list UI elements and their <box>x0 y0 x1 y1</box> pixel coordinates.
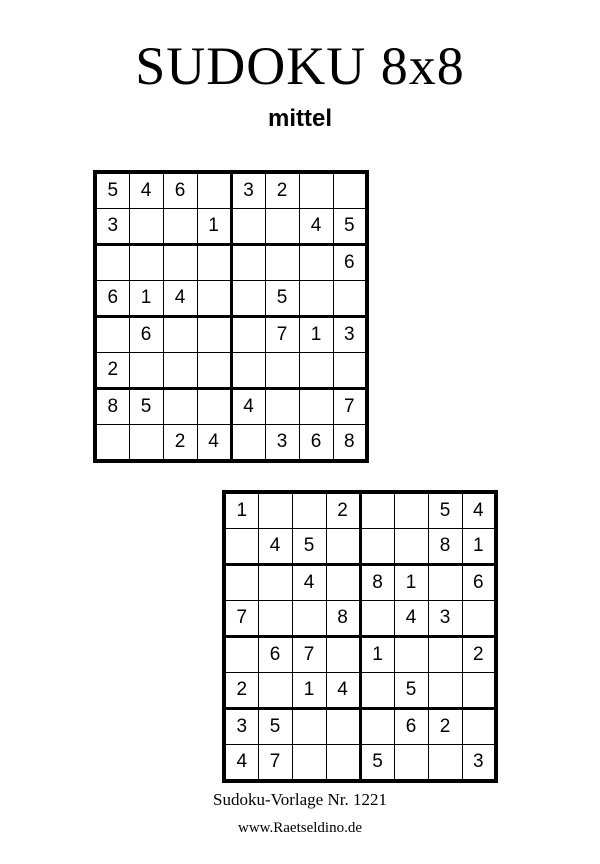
sudoku-grid-top[interactable] <box>93 170 369 463</box>
sudoku-cell-given[interactable]: 3 <box>333 317 367 353</box>
sudoku-cell-given[interactable]: 6 <box>299 425 333 462</box>
sudoku-cell-given[interactable]: 8 <box>333 425 367 462</box>
sudoku-row <box>95 209 367 245</box>
sudoku-cell-empty[interactable] <box>265 245 299 281</box>
sudoku-cell-empty[interactable] <box>292 492 326 529</box>
sudoku-cell-empty[interactable] <box>326 709 360 745</box>
sudoku-row <box>95 317 367 353</box>
sudoku-cell-empty[interactable] <box>197 389 231 425</box>
sudoku-cell-empty[interactable] <box>360 601 394 637</box>
sudoku-cell-given[interactable]: 2 <box>428 709 462 745</box>
sudoku-cell-given[interactable]: 1 <box>299 317 333 353</box>
sudoku-cell-empty[interactable] <box>231 353 265 389</box>
sudoku-cell-empty[interactable] <box>428 565 462 601</box>
sudoku-row <box>224 601 496 637</box>
sudoku-cell-given[interactable]: 3 <box>428 601 462 637</box>
sudoku-cell-given[interactable]: 7 <box>333 389 367 425</box>
sudoku-cell-empty[interactable] <box>163 317 197 353</box>
sudoku-cell-empty[interactable] <box>129 245 163 281</box>
sudoku-cell-given[interactable]: 1 <box>129 281 163 317</box>
sudoku-cell-given[interactable]: 5 <box>95 172 129 209</box>
sudoku-row <box>224 565 496 601</box>
sudoku-cell-given[interactable]: 8 <box>360 565 394 601</box>
sudoku-cell-given[interactable]: 4 <box>197 425 231 462</box>
sudoku-cell-empty[interactable] <box>129 353 163 389</box>
sudoku-cell-given[interactable]: 1 <box>292 673 326 709</box>
sudoku-row <box>95 353 367 389</box>
sudoku-cell-given[interactable]: 7 <box>265 317 299 353</box>
sudoku-row <box>224 709 496 745</box>
sudoku-cell-empty[interactable] <box>197 172 231 209</box>
sudoku-cell-given[interactable]: 3 <box>224 709 258 745</box>
sudoku-cell-empty[interactable] <box>333 281 367 317</box>
sudoku-cell-empty[interactable] <box>197 281 231 317</box>
sudoku-cell-empty[interactable] <box>95 425 129 462</box>
sudoku-cell-given[interactable]: 5 <box>258 709 292 745</box>
sudoku-cell-empty[interactable] <box>129 209 163 245</box>
sudoku-grid-bottom[interactable] <box>222 490 498 783</box>
sudoku-cell-empty[interactable] <box>224 565 258 601</box>
sudoku-cell-empty[interactable] <box>360 709 394 745</box>
sudoku-cell-empty[interactable] <box>394 529 428 565</box>
sudoku-cell-given[interactable]: 6 <box>163 172 197 209</box>
sudoku-row <box>95 172 367 209</box>
sudoku-cell-given[interactable]: 5 <box>129 389 163 425</box>
sudoku-cell-empty[interactable] <box>299 172 333 209</box>
sudoku-cell-empty[interactable] <box>197 317 231 353</box>
sudoku-cell-given[interactable]: 4 <box>224 745 258 782</box>
footer-website: www.Raetseldino.de <box>238 820 362 836</box>
sudoku-cell-empty[interactable] <box>265 209 299 245</box>
sudoku-cell-given[interactable]: 3 <box>95 209 129 245</box>
sudoku-cell-given[interactable]: 4 <box>394 601 428 637</box>
difficulty-label: mittel <box>267 104 332 132</box>
sudoku-cell-given[interactable]: 4 <box>326 673 360 709</box>
sudoku-cell-given[interactable]: 7 <box>292 637 326 673</box>
sudoku-cell-empty[interactable] <box>326 637 360 673</box>
sudoku-cell-given[interactable]: 4 <box>299 209 333 245</box>
sudoku-cell-empty[interactable] <box>326 565 360 601</box>
sudoku-grid-top-container <box>93 170 369 463</box>
sudoku-cell-given[interactable]: 4 <box>258 529 292 565</box>
sudoku-row <box>224 637 496 673</box>
sudoku-cell-empty[interactable] <box>231 209 265 245</box>
sudoku-cell-empty[interactable] <box>394 637 428 673</box>
sudoku-cell-given[interactable]: 6 <box>95 281 129 317</box>
sudoku-cell-given[interactable]: 3 <box>265 425 299 462</box>
sudoku-row <box>224 529 496 565</box>
sudoku-cell-empty[interactable] <box>258 565 292 601</box>
sudoku-cell-empty[interactable] <box>428 637 462 673</box>
sudoku-row <box>95 281 367 317</box>
sudoku-cell-empty[interactable] <box>95 317 129 353</box>
sudoku-cell-empty[interactable] <box>394 492 428 529</box>
sudoku-cell-given[interactable]: 4 <box>231 389 265 425</box>
sudoku-cell-given[interactable]: 5 <box>360 745 394 782</box>
sudoku-row <box>224 492 496 529</box>
sudoku-cell-empty[interactable] <box>95 245 129 281</box>
sudoku-cell-empty[interactable] <box>299 245 333 281</box>
sudoku-cell-empty[interactable] <box>428 745 462 782</box>
sudoku-cell-empty[interactable] <box>224 529 258 565</box>
sudoku-cell-empty[interactable] <box>129 425 163 462</box>
sudoku-cell-empty[interactable] <box>299 389 333 425</box>
sudoku-cell-given[interactable]: 2 <box>326 492 360 529</box>
sudoku-cell-given[interactable]: 5 <box>428 492 462 529</box>
sudoku-cell-given[interactable]: 7 <box>224 601 258 637</box>
sudoku-cell-empty[interactable] <box>462 709 496 745</box>
sudoku-cell-given[interactable]: 2 <box>462 637 496 673</box>
sudoku-row <box>224 673 496 709</box>
sudoku-cell-empty[interactable] <box>360 492 394 529</box>
sudoku-cell-empty[interactable] <box>231 317 265 353</box>
sudoku-cell-given[interactable]: 6 <box>462 565 496 601</box>
sudoku-cell-empty[interactable] <box>197 245 231 281</box>
sudoku-row <box>224 745 496 782</box>
sudoku-cell-given[interactable]: 2 <box>95 353 129 389</box>
sudoku-row <box>95 389 367 425</box>
sudoku-cell-empty[interactable] <box>265 389 299 425</box>
sudoku-cell-given[interactable]: 4 <box>292 565 326 601</box>
sudoku-cell-empty[interactable] <box>258 601 292 637</box>
sudoku-cell-empty[interactable] <box>462 673 496 709</box>
sudoku-cell-empty[interactable] <box>163 245 197 281</box>
sudoku-cell-empty[interactable] <box>224 637 258 673</box>
sudoku-cell-empty[interactable] <box>360 673 394 709</box>
sudoku-row <box>95 425 367 462</box>
sudoku-grid-bottom-container <box>222 490 498 783</box>
sudoku-cell-given[interactable]: 3 <box>462 745 496 782</box>
sudoku-cell-empty[interactable] <box>333 353 367 389</box>
sudoku-cell-empty[interactable] <box>258 492 292 529</box>
sudoku-cell-given[interactable]: 4 <box>462 492 496 529</box>
sudoku-cell-given[interactable]: 1 <box>360 637 394 673</box>
sudoku-cell-empty[interactable] <box>292 745 326 782</box>
sudoku-cell-given[interactable]: 1 <box>462 529 496 565</box>
sudoku-cell-given[interactable]: 1 <box>224 492 258 529</box>
sudoku-cell-given[interactable]: 5 <box>333 209 367 245</box>
sudoku-cell-given[interactable]: 2 <box>224 673 258 709</box>
sudoku-cell-empty[interactable] <box>326 529 360 565</box>
sudoku-cell-empty[interactable] <box>326 745 360 782</box>
sudoku-cell-given[interactable]: 1 <box>197 209 231 245</box>
page-title: SUDOKU 8x8 <box>135 36 465 96</box>
sudoku-cell-empty[interactable] <box>299 353 333 389</box>
sudoku-cell-empty[interactable] <box>163 353 197 389</box>
sudoku-cell-empty[interactable] <box>163 389 197 425</box>
sudoku-cell-empty[interactable] <box>428 673 462 709</box>
sudoku-cell-given[interactable]: 6 <box>394 709 428 745</box>
sudoku-cell-empty[interactable] <box>265 353 299 389</box>
sudoku-cell-given[interactable]: 6 <box>129 317 163 353</box>
sudoku-cell-given[interactable]: 5 <box>394 673 428 709</box>
sudoku-cell-empty[interactable] <box>394 745 428 782</box>
sudoku-cell-given[interactable]: 8 <box>428 529 462 565</box>
sudoku-cell-given[interactable]: 1 <box>394 565 428 601</box>
sudoku-cell-empty[interactable] <box>292 601 326 637</box>
sudoku-cell-empty[interactable] <box>231 281 265 317</box>
sudoku-cell-empty[interactable] <box>333 172 367 209</box>
sudoku-cell-empty[interactable] <box>360 529 394 565</box>
sudoku-cell-empty[interactable] <box>231 245 265 281</box>
sudoku-cell-given[interactable]: 6 <box>258 637 292 673</box>
sudoku-cell-empty[interactable] <box>197 353 231 389</box>
sudoku-cell-given[interactable]: 3 <box>231 172 265 209</box>
sudoku-cell-empty[interactable] <box>292 709 326 745</box>
sudoku-cell-given[interactable]: 5 <box>292 529 326 565</box>
sudoku-cell-given[interactable]: 4 <box>163 281 197 317</box>
sudoku-cell-given[interactable]: 6 <box>333 245 367 281</box>
sudoku-cell-given[interactable]: 4 <box>129 172 163 209</box>
sudoku-cell-empty[interactable] <box>231 425 265 462</box>
sudoku-cell-empty[interactable] <box>163 209 197 245</box>
sudoku-cell-given[interactable]: 8 <box>326 601 360 637</box>
sudoku-cell-given[interactable]: 8 <box>95 389 129 425</box>
sudoku-cell-given[interactable]: 5 <box>265 281 299 317</box>
sudoku-cell-empty[interactable] <box>299 281 333 317</box>
sudoku-cell-empty[interactable] <box>258 673 292 709</box>
sudoku-cell-given[interactable]: 2 <box>163 425 197 462</box>
footer-template-number: Sudoku-Vorlage Nr. 1221 <box>213 790 387 809</box>
sudoku-row <box>95 245 367 281</box>
sudoku-cell-given[interactable]: 7 <box>258 745 292 782</box>
sudoku-cell-given[interactable]: 2 <box>265 172 299 209</box>
sudoku-cell-empty[interactable] <box>462 601 496 637</box>
